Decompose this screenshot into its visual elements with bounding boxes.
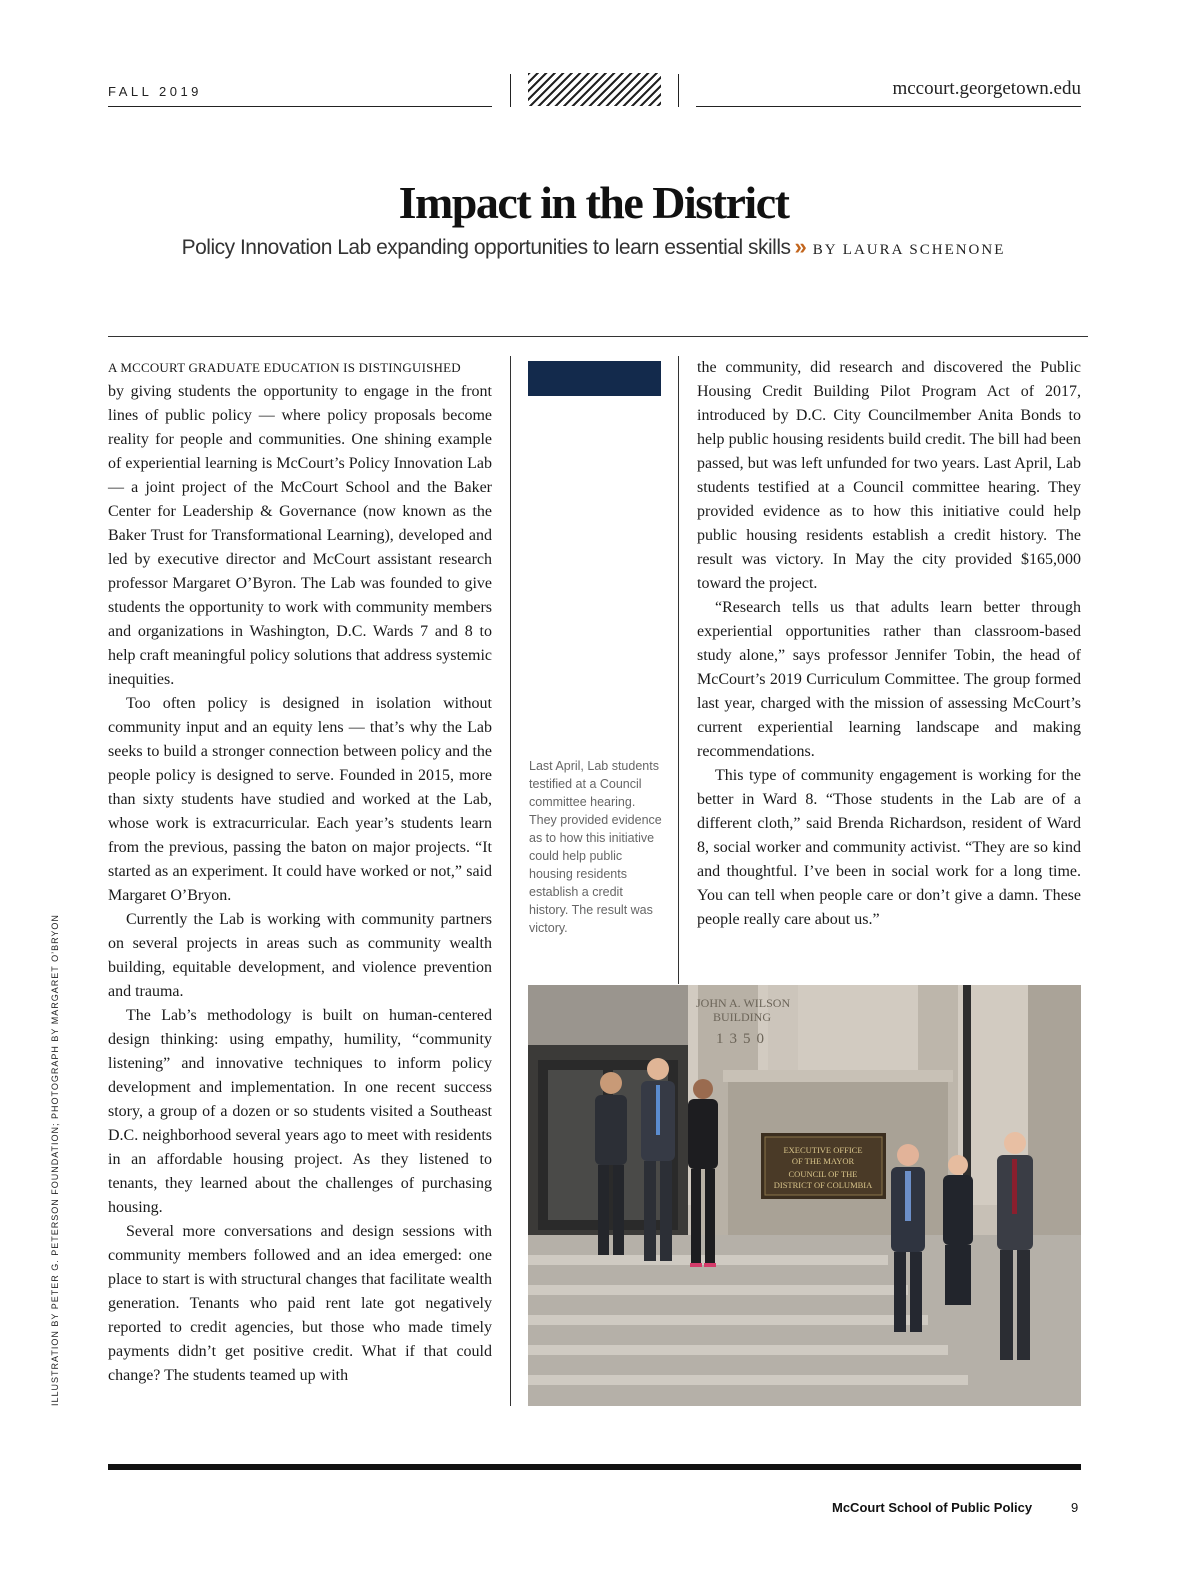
paragraph: The Lab’s methodology is built on human-centered design thinking: using empathy, humility, “community listening” and innovative techniques to inform policy development and implementation. In one recent success story, a group of a dozen or so students visited a Southeast D.C. neighborhood several years ago to meet with residents in an affordable housing project. As they listened to tenants, they learned about the challenges of purchasing housing. [108,1007,492,1216]
header-divider-left [510,74,511,107]
building-inscription-2: BUILDING [713,1010,771,1024]
sidebar-color-block [528,361,661,396]
article-subtitle [0,234,1187,260]
issue-label: FALL 2019 [108,84,202,99]
article-column-1 [108,356,492,1388]
article-title: Impact in the District [398,177,789,228]
footer-rule [108,1464,1081,1470]
article-column-3 [697,356,1081,932]
photo-caption: Last April, Lab students testified at a Council committee hearing. They provided evidence as to how this initiative could help public housing residents establish a credit history. The result was victory. [529,759,662,935]
paragraph: “Research tells us that adults learn better through experiential opportunities rather than classroom-based study alone,” says professor Jennifer Tobin, the head of McCourt’s 2019 Curriculum Committee. The group formed last year, charged with the mission of assessing McCourt’s current experiential learning landscape and making recommendations. [697,599,1081,760]
byline: BY LAURA SCHENONE [812,242,1006,258]
building-inscription: JOHN A. WILSON [696,996,791,1010]
paragraph: This type of community engagement is working for the better in Ward 8. “Those students in the Lab are of a different cloth,” said Brenda Richardson, resident of Ward 8, social worker and community activist. “They are so kind and thoughtful. I’ve been in social work for a long time. You can tell when people care or don’t give a damn. These people really care about us.” [697,767,1081,928]
column-rule-right [678,356,679,984]
paragraph: the community, did research and discovered the Public Housing Credit Building Pilot Program Act of 2017, introduced by D.C. City Councilmember Anita Bonds to help public housing residents build credit. The bill had been passed, but was left unfunded for two years. Last April, Lab students testified at a Council committee hearing. They provided evidence as to how this initiative could help public housing residents establish a credit history. The result was victory. In May the city provided $165,000 toward the project. [697,359,1081,592]
paragraph: Too often policy is designed in isolation without community input and an equity lens — that’s why the Lab seeks to build a stronger connection between policy and the people policy is designed to serve. Founded in 2015, more than sixty students have studied and worked at the Lab, whose work is extracurricular. Each year’s students learn from the previous, passing the baton on major projects. “It started as an experiment. It could have worked or not,” said Margaret O’Bryon. [108,695,492,904]
plaque-line-1: EXECUTIVE OFFICE [783,1145,863,1155]
footer-publication: McCourt School of Public Policy [832,1500,1033,1515]
header-rule-left [108,106,492,107]
header-rule-right [696,106,1081,107]
column-rule-left [510,356,511,1406]
paragraph [108,356,492,692]
article-deck: Policy Innovation Lab expanding opportunities to learn essential skills [181,236,791,259]
title-rule [108,336,1088,337]
paragraph-text: by giving students the opportunity to engage in the front lines of public policy — where policy proposals become reality for people and communities. One shining example of experiential learning is McCourt’s Policy Innovation Lab — a joint project of the McCourt School and the Baker Center for Leadership & Governance (now known as the Baker Trust for Transformational Learning), developed and led by executive director and McCourt assistant research professor Margaret O’Byron. The Lab was founded to give students the opportunity to work with community members and organizations in Washington, D.C. Wards 7 and 8 to help craft meaningful policy solutions that address systemic inequities. [108,383,492,688]
plaque-line-4: DISTRICT OF COLUMBIA [773,1180,873,1190]
page-number: 9 [1071,1500,1079,1515]
paragraph: Currently the Lab is working with community partners on several projects in areas such as community wealth building, equitable development, and violence prevention and trauma. [108,911,492,1000]
photo-credit-wrapper [36,914,76,1406]
hatch-ornament [528,73,661,106]
plaque-line-2: OF THE MAYOR [791,1156,855,1166]
header-divider-right [678,74,679,107]
website-link[interactable]: mccourt.georgetown.edu [892,78,1081,99]
chevron-icon: » [794,234,807,259]
person-5 [943,1155,973,1305]
group-photo [528,985,1081,1406]
photo-credit: ILLUSTRATION BY PETER G. PETERSON FOUNDATION; PHOTOGRAPH BY MARGARET O’BRYON [50,914,60,1406]
plaque-line-3: COUNCIL OF THE [788,1169,858,1179]
building-number: 1350 [716,1031,770,1047]
paragraph: Several more conversations and design sessions with community members followed and an idea emerged: one place to start is with structural changes that facilitate wealth generation. Tenants who paid rent late got negatively reported to credit agencies, but those who made timely payments didn’t get positive credit. What if that could change? The students teamed up with [108,1223,492,1384]
lead-in: A MCCOURT GRADUATE EDUCATION IS DISTINGUISHED [108,360,461,375]
